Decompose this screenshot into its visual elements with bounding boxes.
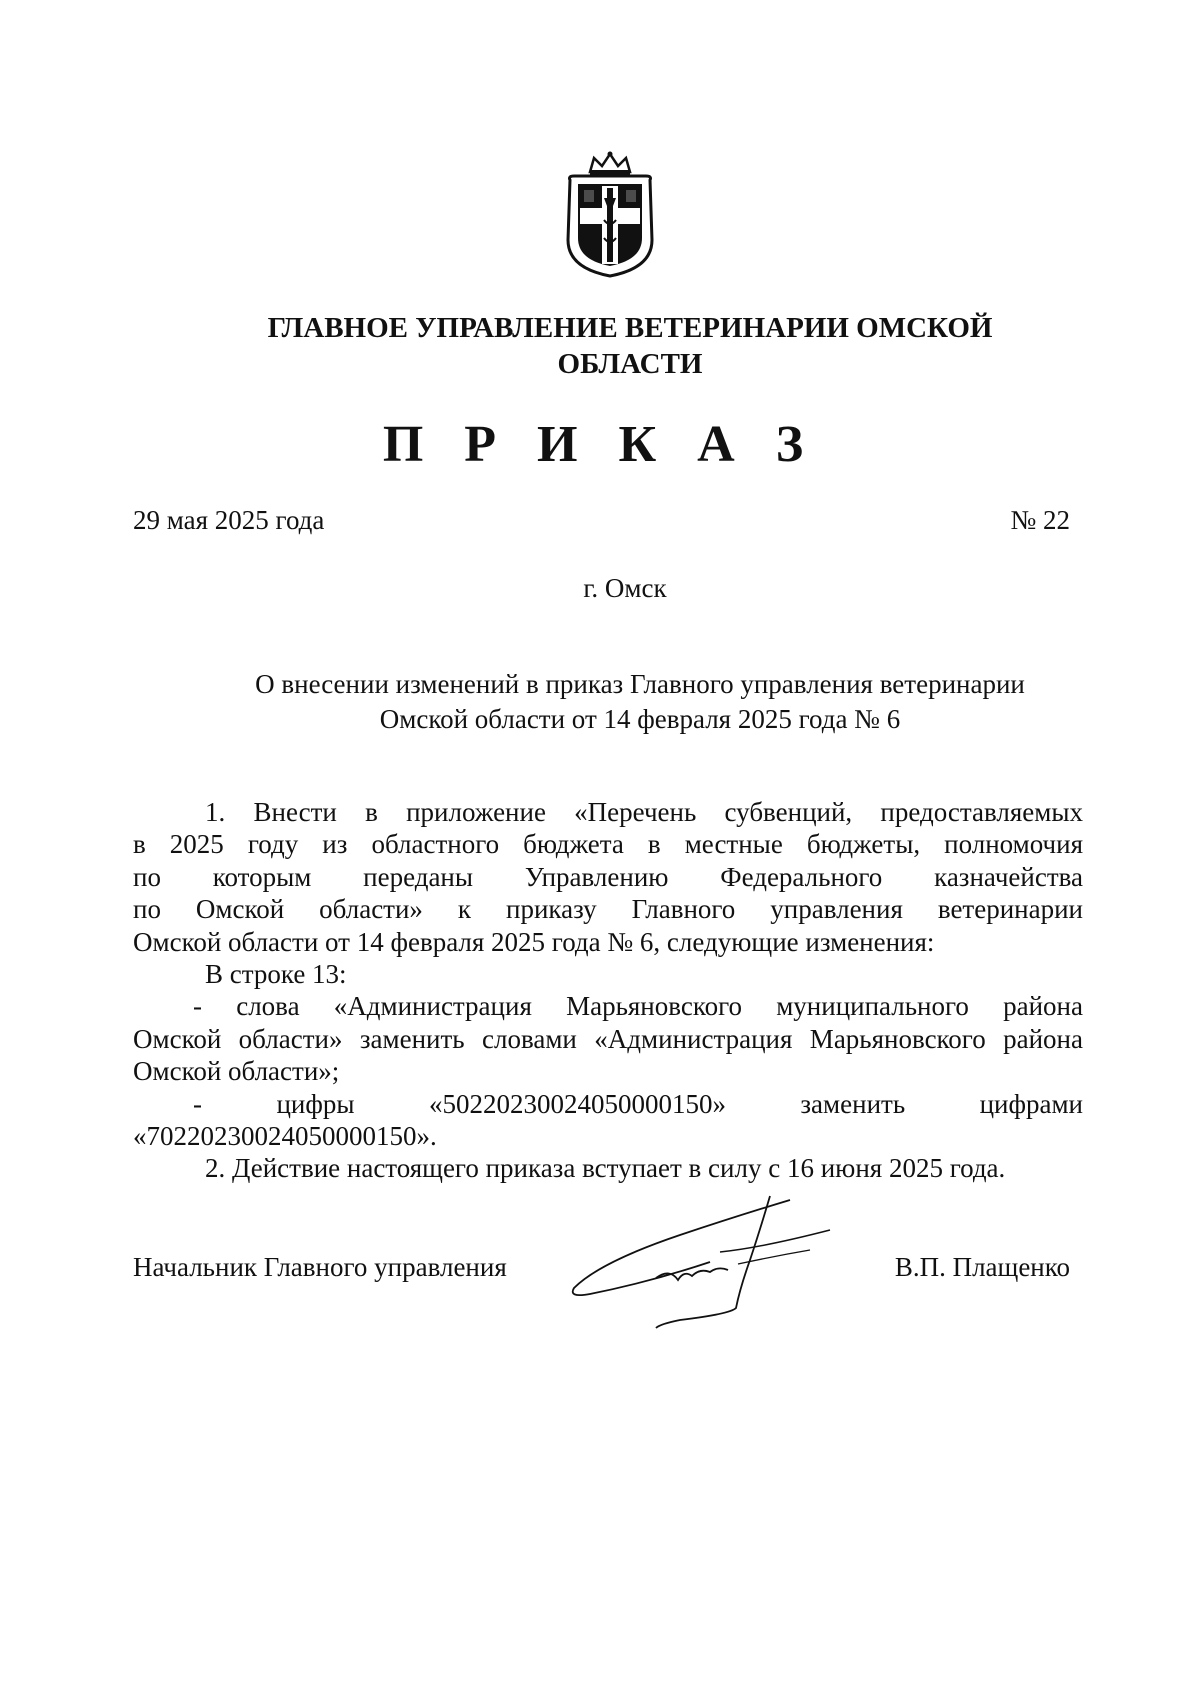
document-body (133, 796, 1083, 1185)
omsk-coat-of-arms-icon (560, 150, 660, 280)
body-line: 1. Внести в приложение «Перечень субвенций, предоставляемых (205, 797, 1083, 827)
signatory-name: В.П. Плащенко (894, 1252, 1070, 1282)
handwritten-signature-icon (560, 1190, 860, 1340)
organization-title-line-1: ГЛАВНОЕ УПРАВЛЕНИЕ ВЕТЕРИНАРИИ ОМСКОЙ (267, 312, 993, 344)
subject-line-1: О внесении изменений в приказ Главного управления ветеринарии (255, 669, 1025, 699)
body-line: В строке 13: (205, 959, 347, 990)
body-line: «70220230024050000150». (133, 1121, 437, 1152)
body-line: 2. Действие настоящего приказа вступает в силу с 16 июня 2025 года. (205, 1153, 1006, 1184)
organization-title (250, 310, 1010, 382)
document-number: № 22 (1010, 505, 1070, 535)
body-line: Омской области» заменить словами «Администрация Марьяновского района (133, 1023, 1083, 1054)
body-line: Омской области»; (133, 1056, 340, 1087)
body-line: в 2025 году из областного бюджета в местные бюджеты, полномочия (133, 829, 1083, 860)
body-line: по которым переданы Управлению Федерального казначейства (133, 861, 1083, 892)
document-subject (200, 667, 1080, 737)
document-type-title: П Р И К А З (382, 416, 818, 473)
signatory-position: Начальник Главного управления (133, 1252, 507, 1282)
subject-line-2: Омской области от 14 февраля 2025 года № 6 (379, 704, 901, 734)
body-line: по Омской области» к приказу Главного управления ветеринарии (133, 894, 1083, 925)
organization-title-line-2: ОБЛАСТИ (557, 348, 703, 380)
body-line: - цифры «50220230024050000150» заменить цифрами (193, 1088, 1083, 1119)
document-date: 29 мая 2025 года (133, 505, 325, 535)
body-line: - слова «Администрация Марьяновского муниципального района (193, 991, 1083, 1022)
body-line: Омской области от 14 февраля 2025 года № 6, следующие изменения: (133, 926, 935, 957)
document-city: г. Омск (583, 573, 667, 603)
